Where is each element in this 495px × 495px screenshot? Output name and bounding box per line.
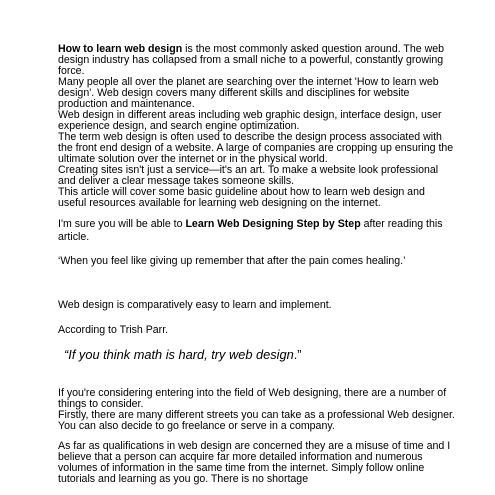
intro-paragraph-2: Many people all over the planet are searching over the internet 'How to learn web design'. Web design covers many different skills and disciplines for website production and maintenance. [58, 76, 439, 110]
intro-paragraph-5: Creating sites isn't just a service—it's an art. To make a website look professional and deliver a clear message takes someone skills. [58, 164, 439, 187]
intro-paragraph-1-text: is the most commonly asked question around. The web design industry has collapsed from a small niche to a powerful, constantly growing force. [58, 43, 445, 77]
intro-bold-lead: How to learn web design [58, 43, 183, 55]
sure-tail: after reading this article. [58, 218, 443, 243]
intro-paragraph-6: This article will cover some basic guideline about how to learn web design and useful resources available for learning web designing on the internet. [58, 186, 425, 209]
quote-small: ‘When you feel like giving up remember that after the pain comes healing.’ [58, 255, 406, 267]
intro-paragraph-3: Web design in different areas including web graphic design, interface design, user experience design, and search engine optimization. [58, 109, 442, 132]
comparatively-paragraph: Web design is comparatively easy to learn and implement. [58, 298, 332, 311]
sure-paragraph [58, 218, 455, 243]
qualifications-section [58, 441, 455, 485]
considering-section [58, 388, 455, 432]
quote-big-end: .” [293, 346, 302, 362]
firstly-paragraph: Firstly, there are many different streets you can take as a professional Web designer. You can also decide to go freelance or serve in a company. [58, 408, 455, 432]
quote-big [64, 347, 455, 363]
quote-big-italic: “If you think math is hard, try web design [64, 346, 294, 362]
intro-section [58, 44, 455, 209]
intro-paragraph-4: The term web design is often used to describe the design process associated with the front end design of a website. A large of companies are cropping up ensuring the ultimate solution over the internet or in the physical world. [58, 131, 454, 165]
considering-paragraph: If you're considering entering into the field of Web designing, there are a number of things to consider. [58, 386, 447, 410]
sure-lead: I'm sure you will be able to [58, 218, 186, 230]
qualifications-paragraph: As far as qualifications in web design are concerned they are a misuse of time and I believe that a person can acquire far more detailed information and numerous volumes of information in the same time from the internet. Simply follow online tutorials and learning as you go. There is no shortage [58, 439, 451, 485]
according-paragraph: According to Trish Parr. [58, 324, 169, 336]
intro-paragraph-1 [58, 44, 455, 77]
sure-bold: Learn Web Designing Step by Step [185, 218, 361, 230]
